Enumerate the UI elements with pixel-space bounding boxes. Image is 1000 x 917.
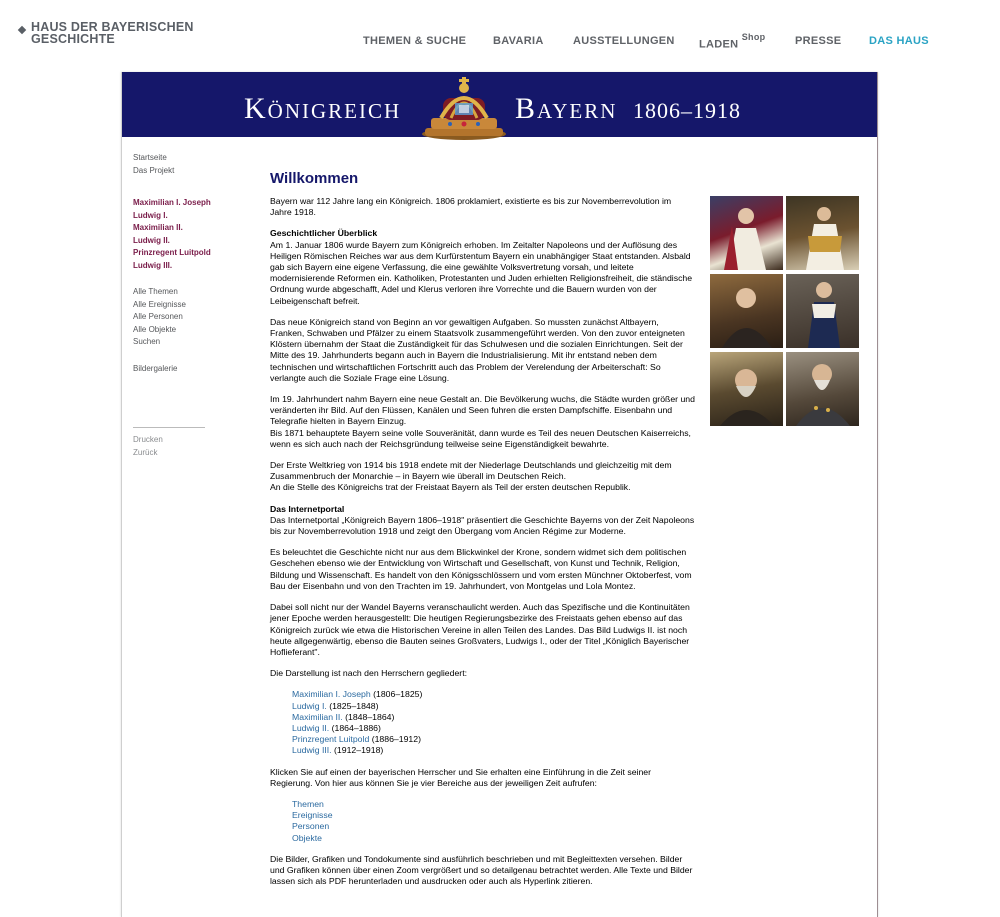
ruler-link-maximilian-ii[interactable]: Maximilian II. [292, 711, 343, 722]
sidebar-divider [133, 427, 205, 428]
sidebar-link-zurueck[interactable]: Zurück [133, 447, 158, 457]
nav-laden-shop-sup: Shop [741, 32, 766, 42]
ruler-list [292, 689, 695, 756]
nav-das-haus[interactable]: DAS HAUS [869, 35, 929, 47]
page-title: Willkommen [270, 170, 359, 187]
area-list [292, 799, 695, 844]
site-header [0, 0, 1000, 70]
list-item [292, 810, 695, 821]
nav-laden[interactable] [699, 32, 766, 51]
area-link-themen[interactable]: Themen [292, 798, 324, 809]
paragraph-1: Am 1. Januar 1806 wurde Bayern zum Königreich erhoben. Im Zeitalter Napoleons und der Auflösung des Heiligen Römischen Reiches war aus dem Kurfürstentum Bayern ein unabhängiger Staat entstanden. Alsbald gab sich Bayern eine eigene Verfassung, die eine gewählte Volksvertretung vorsah, und leitete modernisierende Reformen ein. Katholiken, Protestanten und Juden erhielten Religionsfreiheit, die ständische Ordnung wurde abgeschafft, Adel und Klerus verloren ihre Vorrechte und die Bauern wurden von der Leibeigenschaft befreit. [270, 239, 693, 306]
list-item [292, 712, 695, 723]
portrait-maximilian-i-joseph[interactable] [710, 196, 783, 270]
paragraph-6: Es beleuchtet die Geschichte nicht nur aus dem Blickwinkel der Krone, sondern widmet sich dem politischen Geschehen ebenso wie der Entwicklung von Wirtschaft und Gesellschaft, von Kunst und Technik, Religion, Bildung und Wissenschaft. Es handelt von den Königsschlössern und vom ersten Münchner Oktoberfest, vom Bau der Eisenbahn und von den Trachten im 19. Jahrhundert, von Montgelas und Lola Montez. [270, 547, 692, 591]
nav-presse[interactable]: PRESSE [795, 35, 842, 47]
ruler-link-ludwig-i[interactable]: Ludwig I. [292, 700, 327, 711]
portrait-ludwig-i-image [786, 196, 859, 270]
portrait-ludwig-ii[interactable] [786, 274, 859, 348]
ruler-years: (1886–1912) [371, 734, 421, 745]
paragraph-5: Das Internetportal „Königreich Bayern 1806–1918" präsentiert die Geschichte Bayerns von der Zeit Napoleons bis zur Novemberrevolution 1918 und zeigt den Übergang vom Ancien Régime zur Moderne. [270, 514, 695, 537]
sidebar-ruler-maximilian-i-joseph[interactable]: Maximilian I. Joseph [133, 198, 211, 207]
sidebar-group-all [133, 286, 253, 349]
paragraph-2: Das neue Königreich stand von Beginn an vor gewaltigen Aufgaben. So mussten zunächst Altbayern, Franken, Schwaben und Pfälzer zu einem Staatsvolk zusammengeführt werden. Von den zuvor enteigneten Klöstern übernahm der Staat die Zuständigkeit für das Schulwesen und die sozialen Einrichtungen. Seit der Mitte des 19. Jahrhunderts begann auch in Bayern die Industrialisierung. Mit ihr entstand neben dem technischen und wirtschaftlichen Fortschritt auch das Problem der Verelendung der Arbeiterschaft: So verlangte auch die Soziale Frage eine Lösung. [270, 316, 685, 383]
banner-years: 1806–1918 [633, 98, 741, 123]
paragraph-9: Klicken Sie auf einen der bayerischen Herrscher und Sie erhalten eine Einführung in die Zeit seiner Regierung. Von hier aus können Sie je vier Bereiche aus der jeweiligen Zeit aufrufen: [270, 766, 652, 788]
sidebar-ruler-ludwig-i[interactable]: Ludwig I. [133, 210, 168, 220]
nav-themen-suche[interactable]: THEMEN & SUCHE [363, 35, 467, 47]
ruler-years: (1848–1864) [345, 711, 395, 722]
paragraph-4b: An die Stelle des Königreichs trat der Freistaat Bayern als Teil der ersten deutschen Republik. [270, 482, 631, 493]
sidebar-ruler-maximilian-ii[interactable]: Maximilian II. [133, 223, 183, 232]
portrait-maximilian-i-joseph-image [710, 196, 783, 270]
intro-paragraph: Bayern war 112 Jahre lang ein Königreich. 1806 proklamiert, existierte es bis zur Novemberrevolution im Jahre 1918. [270, 196, 672, 218]
nav-laden-label: LADEN [699, 38, 739, 51]
ruler-years: (1806–1825) [373, 689, 423, 700]
sidebar [133, 152, 253, 459]
main-navigation [0, 32, 1000, 51]
paragraph-3a: Im 19. Jahrhundert nahm Bayern eine neue Gestalt an. Die Bevölkerung wuchs, die Städte wurden größer und veränderten ihr Bild. Auf den Flüssen, Kanälen und Seen fuhren die ersten Dampfschiffe. Eisenbahn und Telegrafie hielten in Bayern Einzug. [270, 394, 695, 427]
sidebar-link-alle-themen[interactable]: Alle Themen [133, 287, 178, 296]
logo-line-1: HAUS DER BAYERISCHEN [31, 20, 194, 34]
portrait-prinzregent-luitpold[interactable] [710, 352, 783, 426]
ruler-years: (1864–1886) [331, 722, 381, 733]
sidebar-link-alle-ereignisse[interactable]: Alle Ereignisse [133, 299, 186, 309]
ruler-link-prinzregent-luitpold[interactable]: Prinzregent Luitpold [292, 734, 370, 745]
banner-title-part1: Königreich [244, 92, 402, 125]
logo-line-2: GESCHICHTE [31, 32, 115, 46]
section-title-internetportal: Das Internetportal [270, 503, 345, 514]
list-item [292, 701, 695, 712]
list-item [292, 689, 695, 700]
ruler-link-maximilian-i-joseph[interactable]: Maximilian I. Joseph [292, 689, 371, 700]
banner-title-part2: Bayern [515, 92, 618, 125]
sidebar-ruler-ludwig-iii[interactable]: Ludwig III. [133, 260, 173, 270]
ruler-years: (1825–1848) [329, 700, 379, 711]
ruler-link-ludwig-iii[interactable]: Ludwig III. [292, 745, 332, 756]
list-item [292, 745, 695, 756]
nav-ausstellungen[interactable]: AUSSTELLUNGEN [573, 35, 675, 47]
paragraph-4 [270, 460, 695, 494]
sidebar-link-alle-personen[interactable]: Alle Personen [133, 312, 183, 321]
sidebar-link-bildergalerie[interactable]: Bildergalerie [133, 363, 178, 373]
sidebar-ruler-prinzregent-luitpold[interactable]: Prinzregent Luitpold [133, 248, 211, 257]
page-frame [121, 72, 878, 917]
sidebar-group-top [133, 152, 253, 177]
sidebar-group-rulers [133, 197, 253, 272]
sidebar-ruler-ludwig-ii[interactable]: Ludwig II. [133, 235, 170, 245]
sidebar-group-gallery [133, 363, 253, 376]
section-title-geschichte: Geschichtlicher Überblick [270, 228, 378, 239]
portrait-ludwig-iii-image [786, 352, 859, 426]
area-link-objekte[interactable]: Objekte [292, 832, 322, 843]
crown-icon [417, 74, 512, 144]
ruler-years: (1912–1918) [334, 745, 384, 756]
sidebar-link-drucken[interactable]: Drucken [133, 435, 163, 444]
portrait-ludwig-iii[interactable] [786, 352, 859, 426]
sidebar-group-tools [133, 434, 253, 459]
list-item [292, 833, 695, 844]
main-content [270, 170, 695, 897]
list-item [292, 799, 695, 810]
portrait-ludwig-i[interactable] [786, 196, 859, 270]
sidebar-link-das-projekt[interactable]: Das Projekt [133, 165, 175, 175]
portrait-ludwig-ii-image [786, 274, 859, 348]
paragraph-8: Die Darstellung ist nach den Herrschern gegliedert: [270, 668, 468, 679]
paragraph-3 [270, 394, 695, 450]
paragraph-4a: Der Erste Weltkrieg von 1914 bis 1918 endete mit der Niederlage Deutschlands und gleichzeitig mit dem Zusammenbruch der Monarchie – in Bayern wie überall im Deutschen Reich. [270, 460, 672, 482]
list-item [292, 734, 695, 745]
area-link-personen[interactable]: Personen [292, 821, 330, 832]
portrait-maximilian-ii-image [710, 274, 783, 348]
ruler-link-ludwig-ii[interactable]: Ludwig II. [292, 722, 330, 733]
sidebar-link-suchen[interactable]: Suchen [133, 337, 161, 346]
sidebar-link-alle-objekte[interactable]: Alle Objekte [133, 324, 177, 334]
list-item [292, 723, 695, 734]
list-item [292, 821, 695, 832]
portrait-maximilian-ii[interactable] [710, 274, 783, 348]
sidebar-link-startseite[interactable]: Startseite [133, 153, 167, 162]
paragraph-10: Die Bilder, Grafiken und Tondokumente sind ausführlich beschrieben und mit Begleittexten versehen. Bilder und Grafiken können über einen Zoom vergrößert und so detailgenau betrachtet werden. Alle Texte und Bilder lassen sich als PDF herunterladen und ausdrucken oder auch als Hyperlink zitieren. [270, 853, 693, 887]
section-geschichte [270, 228, 695, 306]
banner [122, 72, 877, 137]
area-link-ereignisse[interactable]: Ereignisse [292, 810, 333, 821]
paragraph-3b: Bis 1871 behauptete Bayern seine volle Souveränität, dann wurde es Teil des neuen Deutschen Kaiserreichs, wenn es sich auch nach der Reichsgründung teilweise seine Eigenständigkeit bewahrte. [270, 427, 691, 449]
nav-bavaria[interactable]: BAVARIA [493, 35, 544, 47]
portrait-prinzregent-luitpold-image [710, 352, 783, 426]
paragraph-7: Dabei soll nicht nur der Wandel Bayerns veranschaulicht werden. Auch das Spezifische und die Kontinuitäten jener Epoche werden herausgestellt: Die heutigen Regierungsbezirke des Freistaats gehen ebenso auf das Königreich zurück wie etwa die Historischen Vereine in allen Teilen des Landes. Das Bild Ludwigs II. ist noch heute allgegenwärtig, ebenso die Bauten seines Großvaters, Ludwigs I., oder der Titel „Königlich Bayerischer Hoflieferant". [270, 602, 690, 657]
section-internetportal [270, 504, 695, 538]
